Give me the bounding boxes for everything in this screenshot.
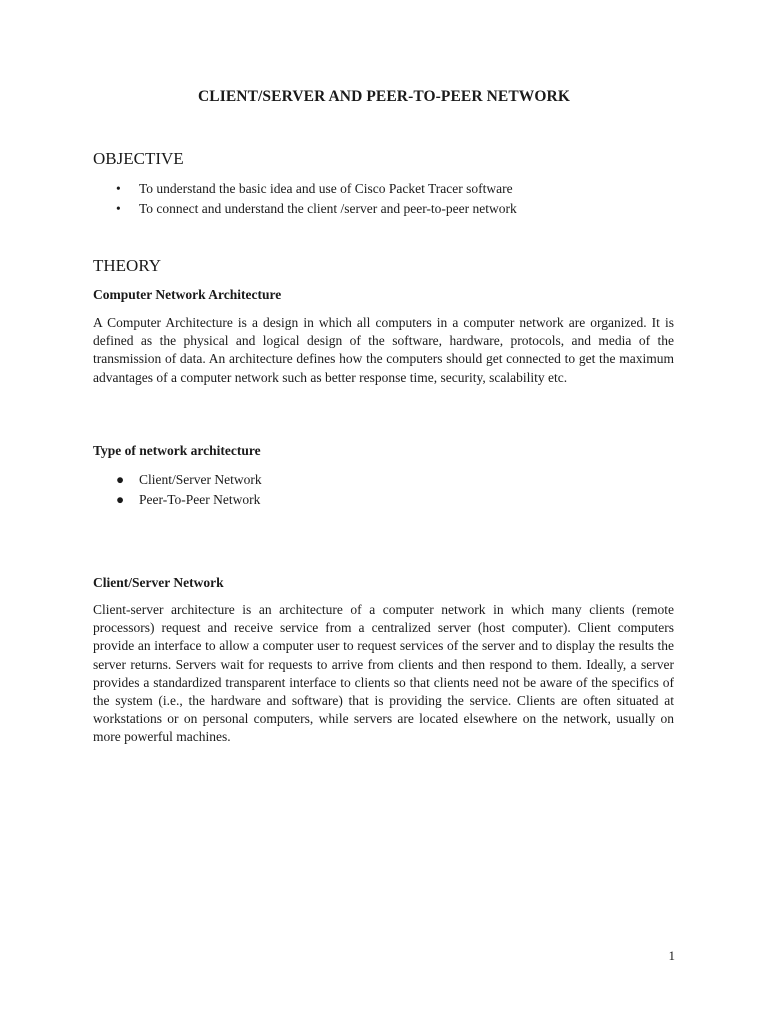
bullet-icon: • [116,181,121,196]
list-item-text: Client/Server Network [139,472,262,487]
types-heading: Type of network architecture [93,443,261,458]
list-item-text: To connect and understand the client /server and peer-to-peer network [139,200,517,216]
architecture-paragraph: A Computer Architecture is a design in which all computers in a computer network are organized. It is defined as the physical and logical design of the software, hardware, protocols, and media of the transmission of data. An architecture defines how the computers should get connected to get the maximum advantages of a computer network such as better response time, security, scalability etc. [93,315,674,385]
list-item-text: Peer-To-Peer Network [139,491,261,507]
bullet-icon: ● [116,472,125,487]
client-server-heading: Client/Server Network [93,575,224,590]
list-item-text: To understand the basic idea and use of Cisco Packet Tracer software [139,181,513,196]
list-item [93,199,517,219]
list-item [93,470,262,490]
architecture-heading: Computer Network Architecture [93,287,282,302]
page-number: 1 [668,948,675,963]
list-item [93,179,517,199]
types-list [93,470,262,509]
bullet-icon: • [116,200,121,216]
bullet-icon: ● [116,491,125,507]
list-item [93,490,262,510]
objective-list [93,179,517,218]
theory-heading: THEORY [93,256,161,275]
objective-heading: OBJECTIVE [93,149,184,168]
client-server-paragraph: Client-server architecture is an architecture of a computer network in which many clients (remote processors) request and receive service from a centralized server (host computer). Client computers provide an interface to allow a computer user to request services of the server and to display the results the server returns. Servers wait for requests to arrive from clients and then respond to them. Ideally, a server provides a standardized transparent interface to clients so that clients need not be aware of the specifics of the system (i.e., the hardware and software) that is providing the service. Clients are often situated at workstations or on personal computers, while servers are located elsewhere on the network, usually on more powerful machines. [93,602,674,745]
document-title: CLIENT/SERVER AND PEER-TO-PEER NETWORK [197,88,570,105]
